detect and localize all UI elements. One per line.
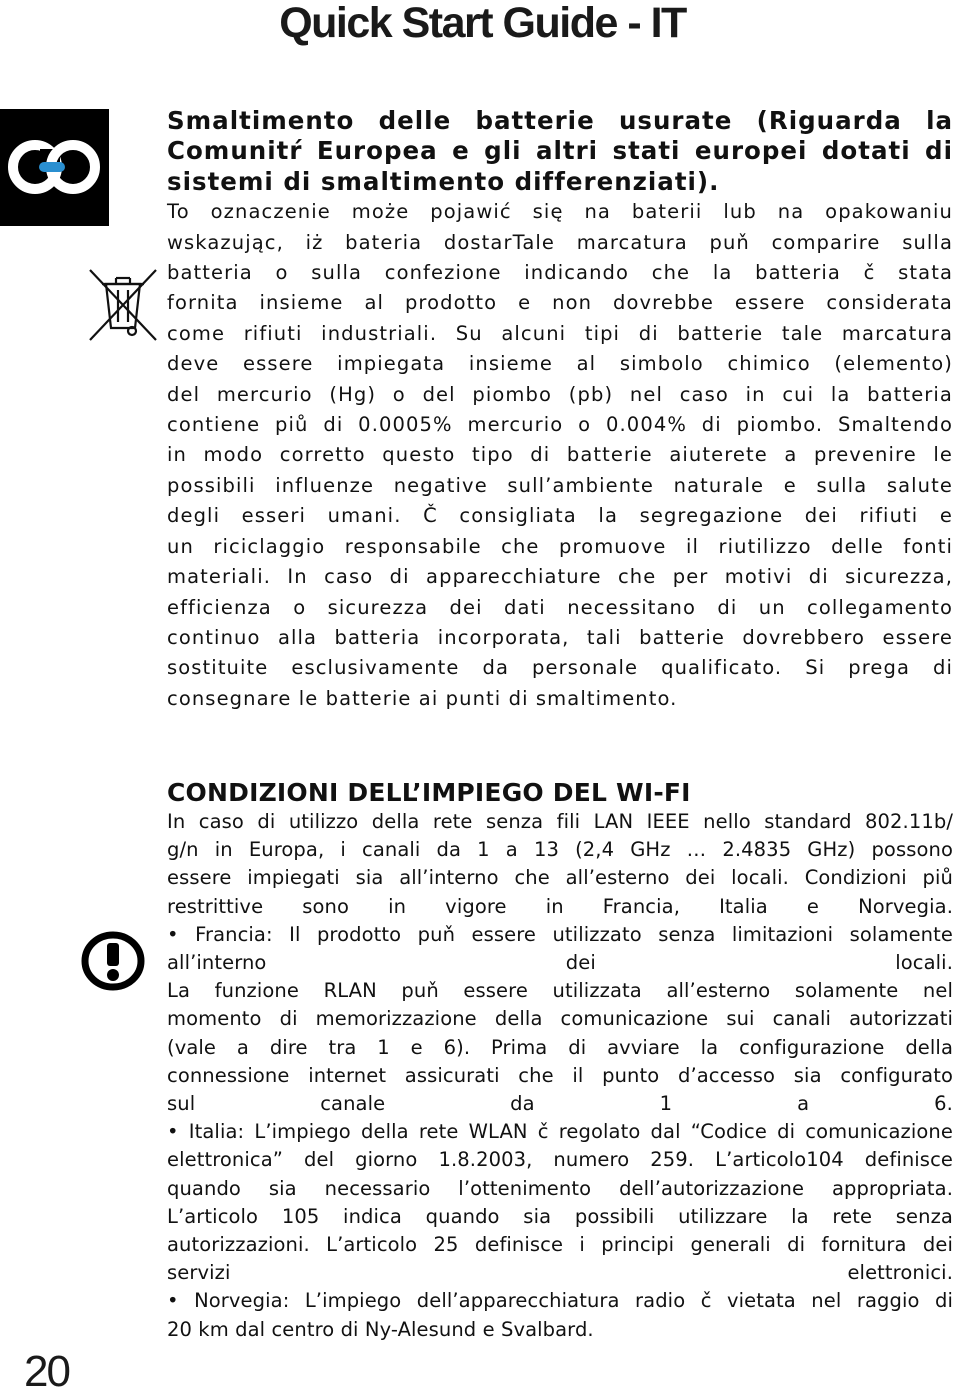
wifi-conditions-section	[167, 778, 953, 1344]
text-line: contiene piů di 0.0005% mercurio o 0.004% di piombo. Smaltendo	[167, 413, 953, 437]
text-line: autorizzazioni. L’articolo 25 definisce i principi generali di fornitura dei	[167, 1233, 953, 1257]
text-line: • Italia: L’impiego della rete WLAN č regolato dal “Codice di comunicazione	[167, 1120, 953, 1144]
battery-disposal-section	[167, 106, 953, 714]
text-line: To oznaczenie może pojawić się na baterii lub na opakowaniu	[167, 200, 953, 224]
text-line: wskazując, iż bateria dostarTale marcatura puň comparire sulla	[167, 230, 953, 254]
text-line: del mercurio (Hg) o del piombo (pb) nel caso in cui la batteria	[167, 382, 953, 406]
text-line: consegnare le batterie ai punti di smaltimento.	[167, 686, 678, 710]
page-title: Quick Start Guide - IT	[279, 0, 686, 47]
text-line: quando sia necessario l’ottenimento dell’autorizzazione appropriata.	[167, 1176, 953, 1200]
brand-logo	[0, 109, 109, 226]
battery-disposal-heading	[167, 106, 953, 197]
text-line: essere impiegati sia all’interno che all’esterno dei locali. Condizioni piů	[167, 866, 953, 890]
text-line: connessione internet assicurati che il punto d’accesso sia configurato	[167, 1063, 953, 1087]
text-line: • Francia: Il prodotto puň essere utilizzato senza limitazioni solamente	[167, 922, 953, 946]
heading-line: Smaltimento delle batterie usurate (Riguarda la	[167, 106, 953, 135]
text-line: deve essere impiegata insieme al simbolo chimico (elemento)	[167, 352, 953, 376]
text-line: come rifiuti industriali. Su alcuni tipi di batterie tale marcatura	[167, 321, 953, 345]
battery-disposal-text	[167, 197, 953, 714]
text-line: elettronica” del giorno 1.8.2003, numero 259. L’articolo104 definisce	[167, 1148, 953, 1172]
heading-line: CONDIZIONI DELL’IMPIEGO DEL WI-FI	[167, 778, 691, 807]
text-line: g/n in Europa, i canali da 1 a 13 (2,4 GHz … 2.4835 GHz) possono	[167, 838, 953, 862]
crossed-out-wheelie-bin-icon	[88, 268, 158, 342]
text-line: sostituite esclusivamente da personale qualificato. Si prega di	[167, 656, 953, 680]
text-line: materiali. In caso di apparecchiature che per motivi di sicurezza,	[167, 565, 953, 589]
wifi-conditions-heading	[167, 778, 953, 808]
text-line: degli esseri umani. Č consigliata la segregazione dei rifiuti e	[167, 504, 953, 528]
text-line: possibili influenze negative sull’ambiente naturale e sulla salute	[167, 473, 953, 497]
text-line: (vale a dire tra 1 e 6). Prima di avviare la configurazione della	[167, 1035, 953, 1059]
text-line: batteria o sulla confezione indicando che la batteria č stata	[167, 261, 953, 285]
heading-line: Comunitŕ Europea e gli altri stati europei dotati di	[167, 136, 953, 166]
text-line: servizi elettronici.	[167, 1261, 953, 1285]
text-line: in modo corretto questo tipo di batterie aiuterete a prevenire le	[167, 443, 953, 467]
text-line: momento di memorizzazione della comunicazione sui canali autorizzati	[167, 1007, 953, 1031]
text-line: fornita insieme al prodotto e non dovrebbe essere considerata	[167, 291, 953, 315]
text-line: La funzione RLAN puň essere utilizzata all’esterno solamente nel	[167, 979, 953, 1003]
text-line: In caso di utilizzo della rete senza fili LAN IEEE nello standard 802.11b/	[167, 810, 953, 833]
text-line: continuo alla batteria incorporata, tali batterie dovrebbero essere	[167, 625, 953, 649]
text-line: • Norvegia: L’impiego dell’apparecchiatura radio č vietata nel raggio di	[167, 1289, 953, 1313]
heading-line: sistemi di smaltimento differenziati).	[167, 166, 720, 196]
text-line: sul canale da 1 a 6.	[167, 1092, 953, 1116]
text-line: restrittive sono in vigore in Francia, Italia e Norvegia.	[167, 894, 953, 918]
text-line: efficienza o sicurezza dei dati necessitano di un collegamento	[167, 595, 953, 619]
wifi-conditions-text	[167, 808, 953, 1344]
text-line: L’articolo 105 indica quando sia possibili utilizzare la rete senza	[167, 1204, 953, 1228]
exclamation-circle-icon	[80, 930, 146, 992]
text-line: 20 km dal centro di Ny-Alesund e Svalbard.	[167, 1317, 594, 1341]
page-number: 20	[24, 1347, 69, 1396]
text-line: all’interno dei locali.	[167, 951, 953, 975]
text-line: un riciclaggio responsabile che promuove il riutilizzo delle fonti	[167, 534, 953, 558]
